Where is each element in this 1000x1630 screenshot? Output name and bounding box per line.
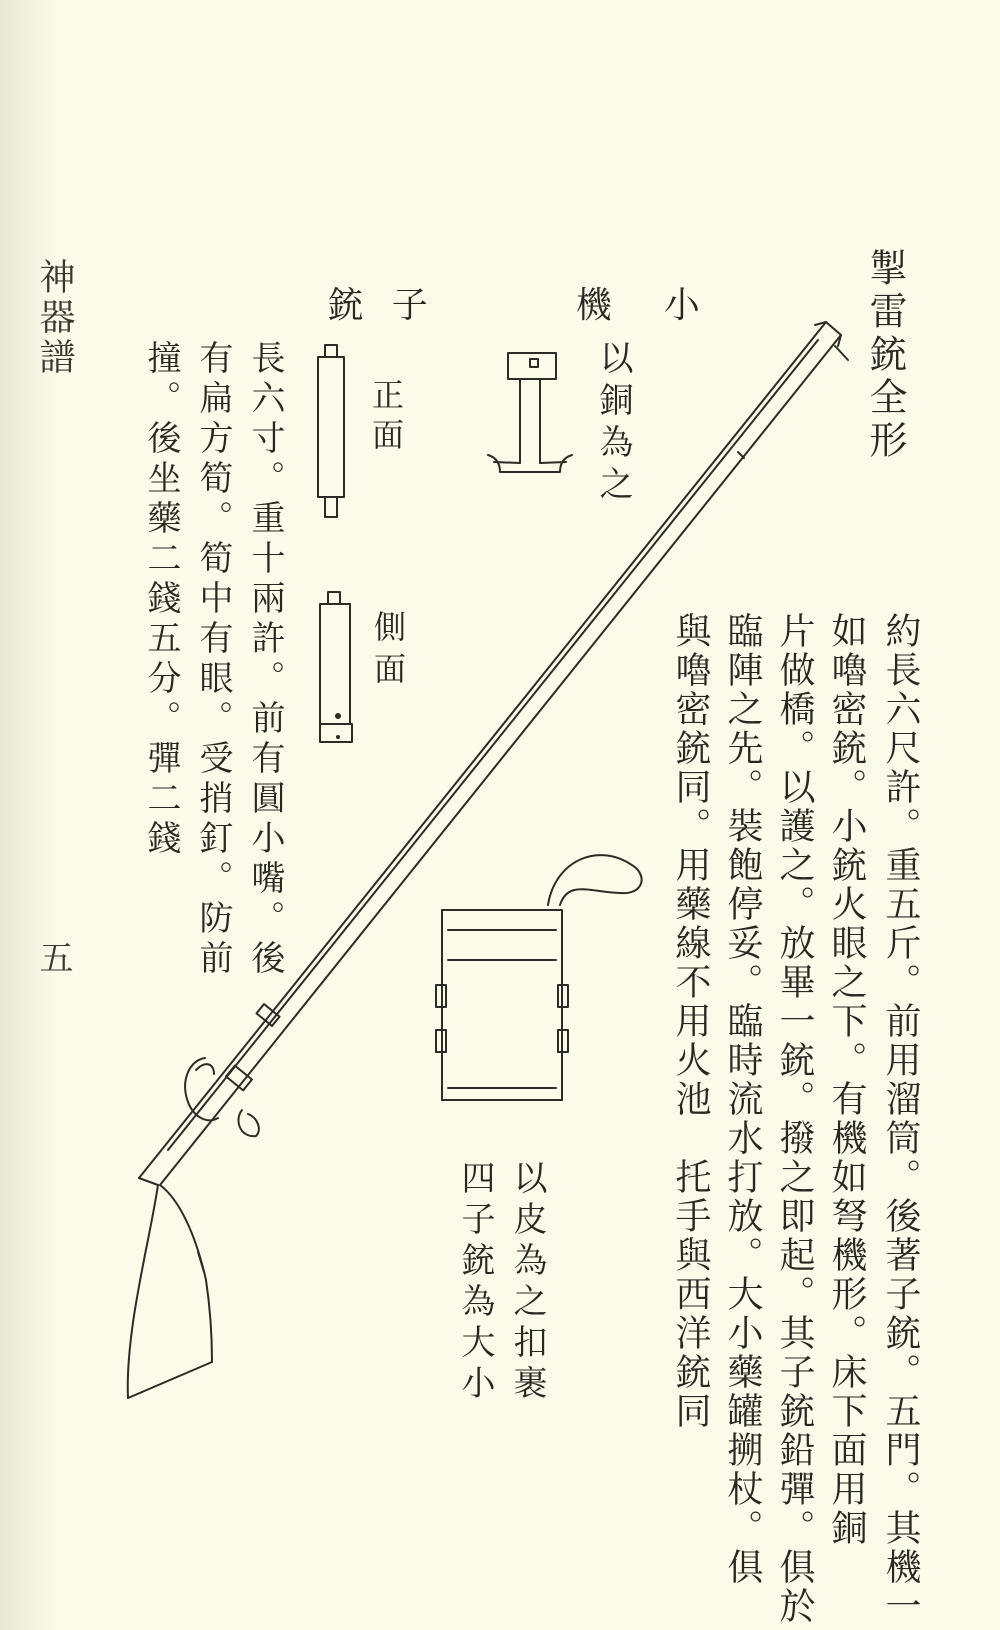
sub-gun-label: 子銃 (327, 285, 456, 326)
main-description-col-3: 片做橋。以護之。放畢一銃。撥之即起。其子銃鉛彈。俱於 (774, 612, 815, 1626)
sub-gun-description-col-1: 長六寸。重十兩許。前有圓小嘴。後 (245, 340, 285, 980)
sub-gun-description-col-2: 有扁方筍。筍中有眼。受捎釘。防前 (193, 340, 233, 980)
sub-gun-front-drawing (318, 345, 344, 517)
margin-page-number: 五 (33, 940, 73, 974)
sub-gun-description-col-3: 撞。後坐藥二錢五分。彈二錢 (141, 340, 181, 860)
pouch-drawing (436, 855, 642, 1100)
musket-drawing (128, 322, 848, 1398)
main-description-col-2: 如嚕密銃。小銃火眼之下。有機如弩機形。床下面用銅 (826, 612, 867, 1548)
main-description-col-5: 與嚕密銃同。用藥線不用火池 托手與西洋銃同 (670, 612, 711, 1431)
margin-book-title: 神器譜 (34, 258, 75, 378)
sub-gun-side-drawing (320, 592, 352, 742)
pouch-note-col-1: 以皮為之扣裹 (507, 1160, 547, 1406)
main-title: 掣雷銃全形 (863, 248, 907, 463)
main-description-col-1: 約長六尺許。重五斤。前用溜筒。後著子銃。五門。其機一 (880, 612, 921, 1626)
mechanism-note: 以銅為之 (593, 340, 633, 508)
small-mechanism-label: 小機 (575, 285, 752, 326)
pouch-note-col-2: 四子銃為大小 (455, 1160, 495, 1406)
side-view-label: 側面 (369, 610, 407, 694)
mechanism-drawing (488, 353, 572, 472)
main-description-col-4: 臨陣之先。裝飽停妥。臨時流水打放。大小藥罐搠杖。俱 (722, 612, 763, 1587)
front-view-label: 正面 (367, 378, 405, 458)
